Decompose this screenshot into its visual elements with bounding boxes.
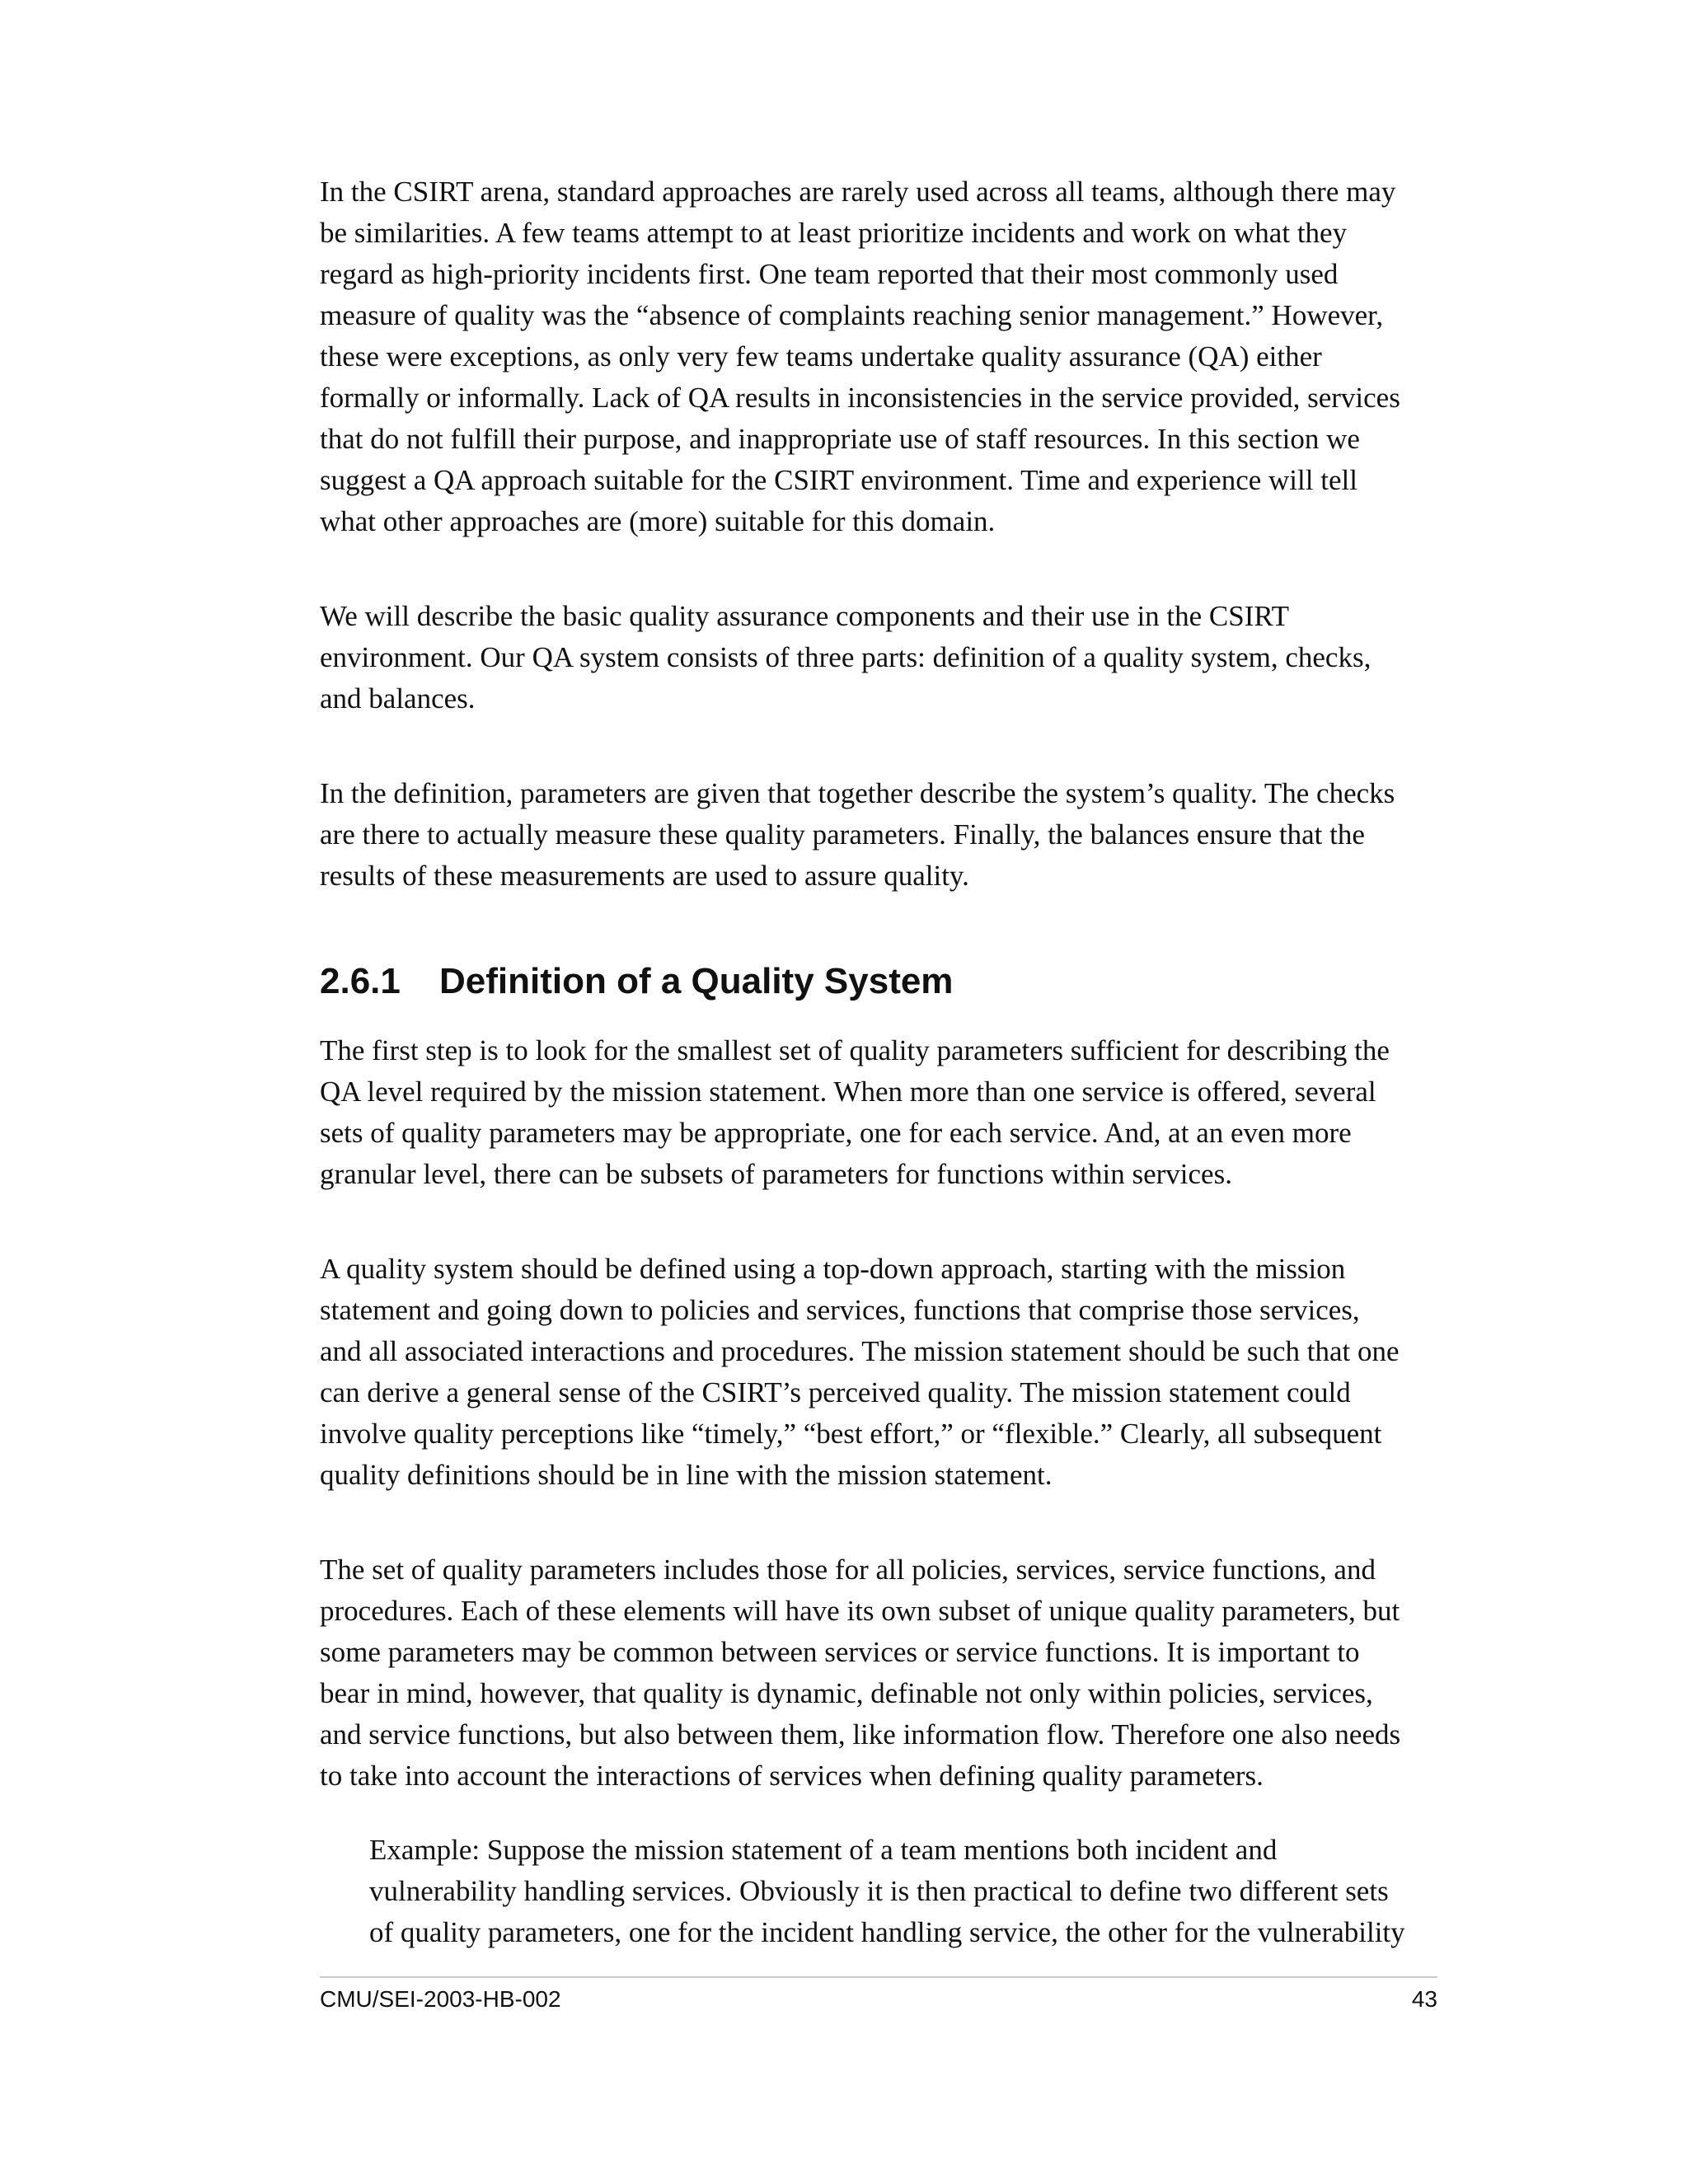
text-line: We will describe the basic quality assurance components and their use in the CSIRT xyxy=(320,600,1290,632)
text-line: statement and going down to policies and services, functions that comprise those services, xyxy=(320,1294,1360,1326)
text-line: and all associated interactions and procedures. The mission statement should be such that one xyxy=(320,1335,1400,1367)
text-line: regard as high-priority incidents first. One team reported that their most commonly used xyxy=(320,258,1339,290)
text-line: In the definition, parameters are given that together describe the system’s quality. The checks xyxy=(320,777,1395,809)
text-line: and service functions, but also between them, like information flow. Therefore one also needs xyxy=(320,1718,1401,1750)
text-line: QA level required by the mission statement. When more than one service is offered, several xyxy=(320,1076,1376,1108)
text-line: involve quality perceptions like “timely,” “best effort,” or “flexible.” Clearly, all subsequent xyxy=(320,1418,1382,1450)
section-number: 2.6.1 xyxy=(320,961,401,1001)
example-block xyxy=(369,1830,1449,1953)
text-line: results of these measurements are used to assure quality. xyxy=(320,860,969,892)
text-line: and balances. xyxy=(320,682,476,715)
text-line: quality definitions should be in line with the mission statement. xyxy=(320,1459,1053,1491)
section-paragraph-3 xyxy=(320,1549,1449,1797)
section-title: Definition of a Quality System xyxy=(439,961,954,1001)
text-line: that do not fulfill their purpose, and inappropriate use of staff resources. In this section we xyxy=(320,423,1360,455)
text-line: suggest a QA approach suitable for the CSIRT environment. Time and experience will tell xyxy=(320,464,1357,496)
footer-page-number: 43 xyxy=(1411,1986,1437,2012)
text-line: Example: Suppose the mission statement of a team mentions both incident and xyxy=(369,1834,1278,1866)
section-paragraph-2 xyxy=(320,1249,1449,1496)
text-line: The first step is to look for the smallest set of quality parameters sufficient for describing the xyxy=(320,1034,1390,1066)
text-line: some parameters may be common between services or service functions. It is important to xyxy=(320,1636,1360,1668)
text-line: procedures. Each of these elements will have its own subset of unique quality parameters, but xyxy=(320,1595,1400,1627)
section-heading xyxy=(320,961,1449,1002)
text-line: these were exceptions, as only very few teams undertake quality assurance (QA) either xyxy=(320,340,1322,373)
text-line: The set of quality parameters includes those for all policies, services, service functions, and xyxy=(320,1554,1376,1586)
footer-divider xyxy=(320,1976,1437,1978)
intro-paragraph-1 xyxy=(320,171,1449,542)
section-paragraph-1 xyxy=(320,1030,1449,1195)
text-line: to take into account the interactions of services when defining quality parameters. xyxy=(320,1760,1264,1792)
text-line: A quality system should be defined using a top-down approach, starting with the mission xyxy=(320,1253,1346,1285)
footer-document-id: CMU/SEI-2003-HB-002 xyxy=(320,1986,561,2012)
text-line: granular level, there can be subsets of parameters for functions within services. xyxy=(320,1158,1232,1190)
text-line: sets of quality parameters may be appropriate, one for each service. And, at an even more xyxy=(320,1117,1352,1149)
text-line: In the CSIRT arena, standard approaches are rarely used across all teams, although there may xyxy=(320,176,1396,208)
page-content xyxy=(320,171,1449,1953)
intro-paragraph-3 xyxy=(320,773,1449,897)
text-line: formally or informally. Lack of QA results in inconsistencies in the service provided, services xyxy=(320,382,1400,414)
text-line: measure of quality was the “absence of complaints reaching senior management.” However, xyxy=(320,299,1384,331)
text-line: bear in mind, however, that quality is dynamic, definable not only within policies, services, xyxy=(320,1677,1373,1709)
text-line: environment. Our QA system consists of three parts: definition of a quality system, checks, xyxy=(320,641,1372,673)
text-line: can derive a general sense of the CSIRT’s perceived quality. The mission statement could xyxy=(320,1376,1351,1408)
text-line: are there to actually measure these quality parameters. Finally, the balances ensure that the xyxy=(320,818,1365,851)
intro-paragraph-2 xyxy=(320,596,1449,719)
text-line: vulnerability handling services. Obviously it is then practical to define two different sets xyxy=(369,1875,1389,1907)
text-line: what other approaches are (more) suitable for this domain. xyxy=(320,505,996,537)
text-line: of quality parameters, one for the incident handling service, the other for the vulnerability xyxy=(369,1916,1405,1948)
text-line: be similarities. A few teams attempt to at least prioritize incidents and work on what they xyxy=(320,217,1348,249)
